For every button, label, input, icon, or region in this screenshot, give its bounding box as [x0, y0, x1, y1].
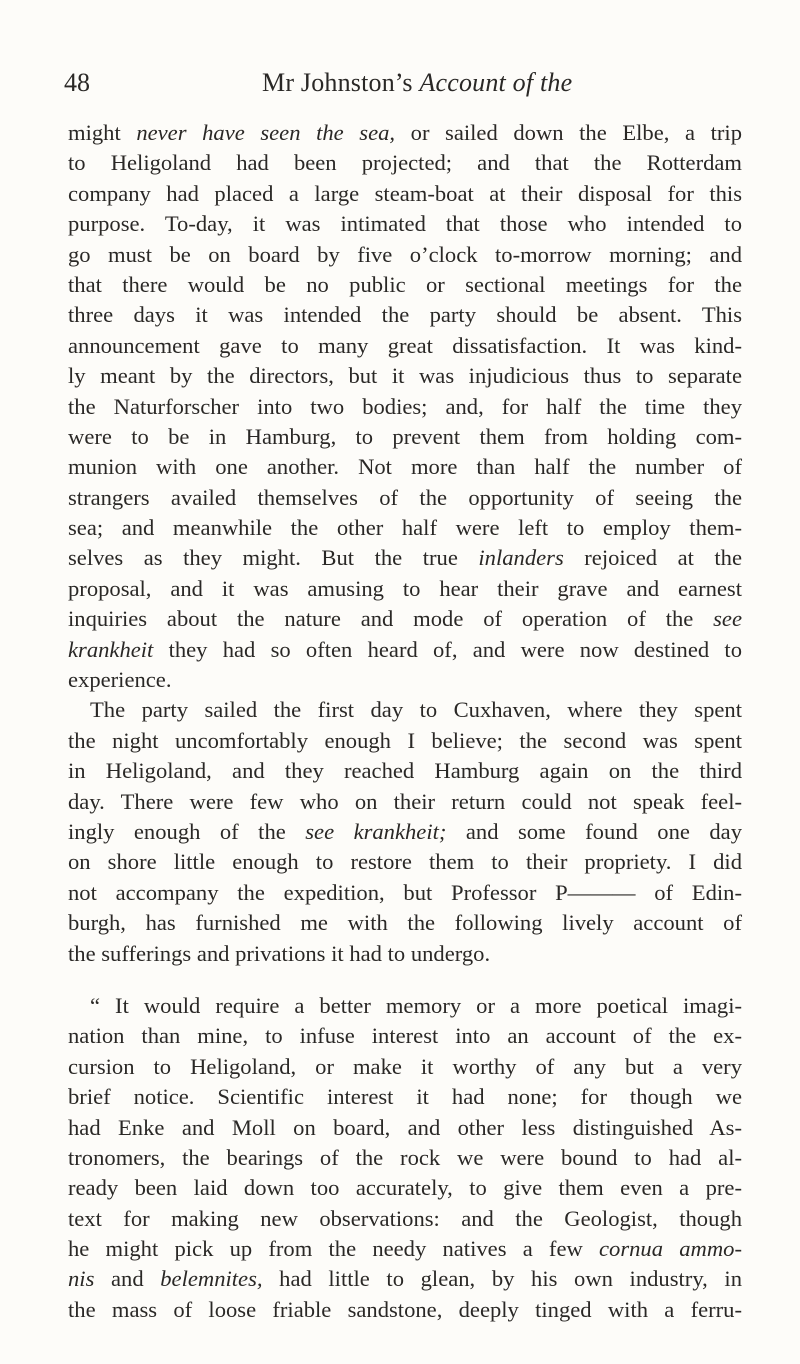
text-line	[68, 817, 742, 847]
text-line: were to be in Hamburg, to prevent them from holding com-	[68, 423, 742, 449]
text-span: had little to glean, by his own industry, in	[262, 1266, 742, 1292]
italic-span: cornua ammo-	[599, 1236, 742, 1262]
text-span: and some found one day	[446, 818, 743, 844]
text-line: munion with one another. Not more than half the number of	[68, 454, 742, 480]
text-line: the Naturforscher into two bodies; and, for half the time they	[68, 393, 742, 419]
text-line	[68, 1234, 742, 1264]
text-line: not accompany the expedition, but Professor P——— of Edin-	[68, 879, 742, 905]
text-line: that there would be no public or sectional meetings for the	[68, 271, 742, 297]
text-line: the mass of loose friable sandstone, deeply tinged with a ferru-	[68, 1296, 742, 1322]
text-line: purpose. To-day, it was intimated that those who intended to	[68, 211, 742, 237]
text-span: selves as they might. But the true	[68, 545, 479, 571]
text-line: cursion to Heligoland, or make it worthy of any but a very	[68, 1053, 742, 1079]
text-line: The party sailed the first day to Cuxhaven, where they spent	[90, 697, 742, 723]
text-line: sea; and meanwhile the other half were left to employ them-	[68, 515, 742, 541]
text-line: tronomers, the bearings of the rock we were bound to had al-	[68, 1144, 742, 1170]
text-line: the night uncomfortably enough I believe; the second was spent	[68, 727, 742, 753]
paragraph-gap	[68, 969, 742, 991]
text-span: or sailed down the Elbe, a trip	[395, 120, 742, 145]
running-head	[262, 68, 572, 98]
text-span: rejoiced at the	[563, 545, 742, 571]
text-line: to Heligoland had been projected; and that the Rotterdam	[68, 150, 742, 176]
text-line: the sufferings and privations it had to undergo.	[68, 940, 491, 966]
text-line: announcement gave to many great dissatisfaction. It was kind-	[68, 332, 742, 358]
page-number: 48	[64, 68, 90, 97]
running-head-text: Mr Johnston’s	[262, 68, 420, 97]
text-line: nation than mine, to infuse interest into an account of the ex-	[68, 1023, 742, 1049]
text-line	[68, 1264, 742, 1294]
text-span: ingly enough of the	[68, 818, 306, 844]
running-head-italic: Account of the	[419, 68, 573, 97]
italic-span: see krankheit;	[305, 818, 447, 844]
text-line: three days it was intended the party should be absent. This	[68, 302, 742, 328]
text-line: burgh, has furnished me with the following lively account of	[68, 910, 742, 936]
quoted-paragraph	[68, 991, 742, 1325]
text-line: day. There were few who on their return could not speak feel-	[68, 788, 742, 814]
text-line: in Heligoland, and they reached Hamburg again on the third	[68, 758, 742, 784]
text-span: inquiries about the nature and mode of operation of the	[68, 606, 714, 632]
text-line: “ It would require a better memory or a more poetical imagi-	[90, 992, 742, 1018]
page-header	[0, 68, 800, 108]
text-line: brief notice. Scientific interest it had none; for though we	[68, 1084, 742, 1110]
text-line	[68, 635, 742, 665]
text-line: on shore little enough to restore them to their propriety. I did	[68, 849, 742, 875]
text-line: strangers availed themselves of the opportunity of seeing the	[68, 484, 742, 510]
text-line: company had placed a large steam-boat at their disposal for this	[68, 180, 742, 206]
paragraph-continuation	[68, 118, 742, 695]
italic-span: krankheit	[68, 636, 154, 662]
text-span: they had so often heard of, and were now destined to	[153, 636, 742, 662]
italic-span: nis	[68, 1266, 95, 1292]
text-line: experience.	[68, 667, 172, 693]
italic-span: never have seen the sea,	[136, 120, 396, 145]
text-line: proposal, and it was amusing to hear their grave and earnest	[68, 575, 742, 601]
body-text	[68, 118, 742, 1325]
text-line: ly meant by the directors, but it was injudicious thus to separate	[68, 363, 742, 389]
italic-span: belemnites,	[160, 1266, 263, 1292]
text-line: had Enke and Moll on board, and other less distinguished As-	[68, 1114, 742, 1140]
paragraph	[68, 695, 742, 969]
text-span: he might pick up from the needy natives a few	[68, 1236, 600, 1262]
italic-span: see	[713, 606, 742, 632]
italic-span: inlanders	[478, 545, 564, 571]
text-line: go must be on board by five o’clock to-morrow morning; and	[68, 241, 742, 267]
text-span: might	[68, 120, 137, 145]
text-line: ready been laid down too accurately, to give them even a pre-	[68, 1175, 742, 1201]
text-line	[68, 543, 742, 573]
text-line: text for making new observations: and the Geologist, though	[68, 1205, 742, 1231]
text-line	[68, 118, 742, 148]
text-span: and	[94, 1266, 161, 1292]
text-line	[68, 604, 742, 634]
